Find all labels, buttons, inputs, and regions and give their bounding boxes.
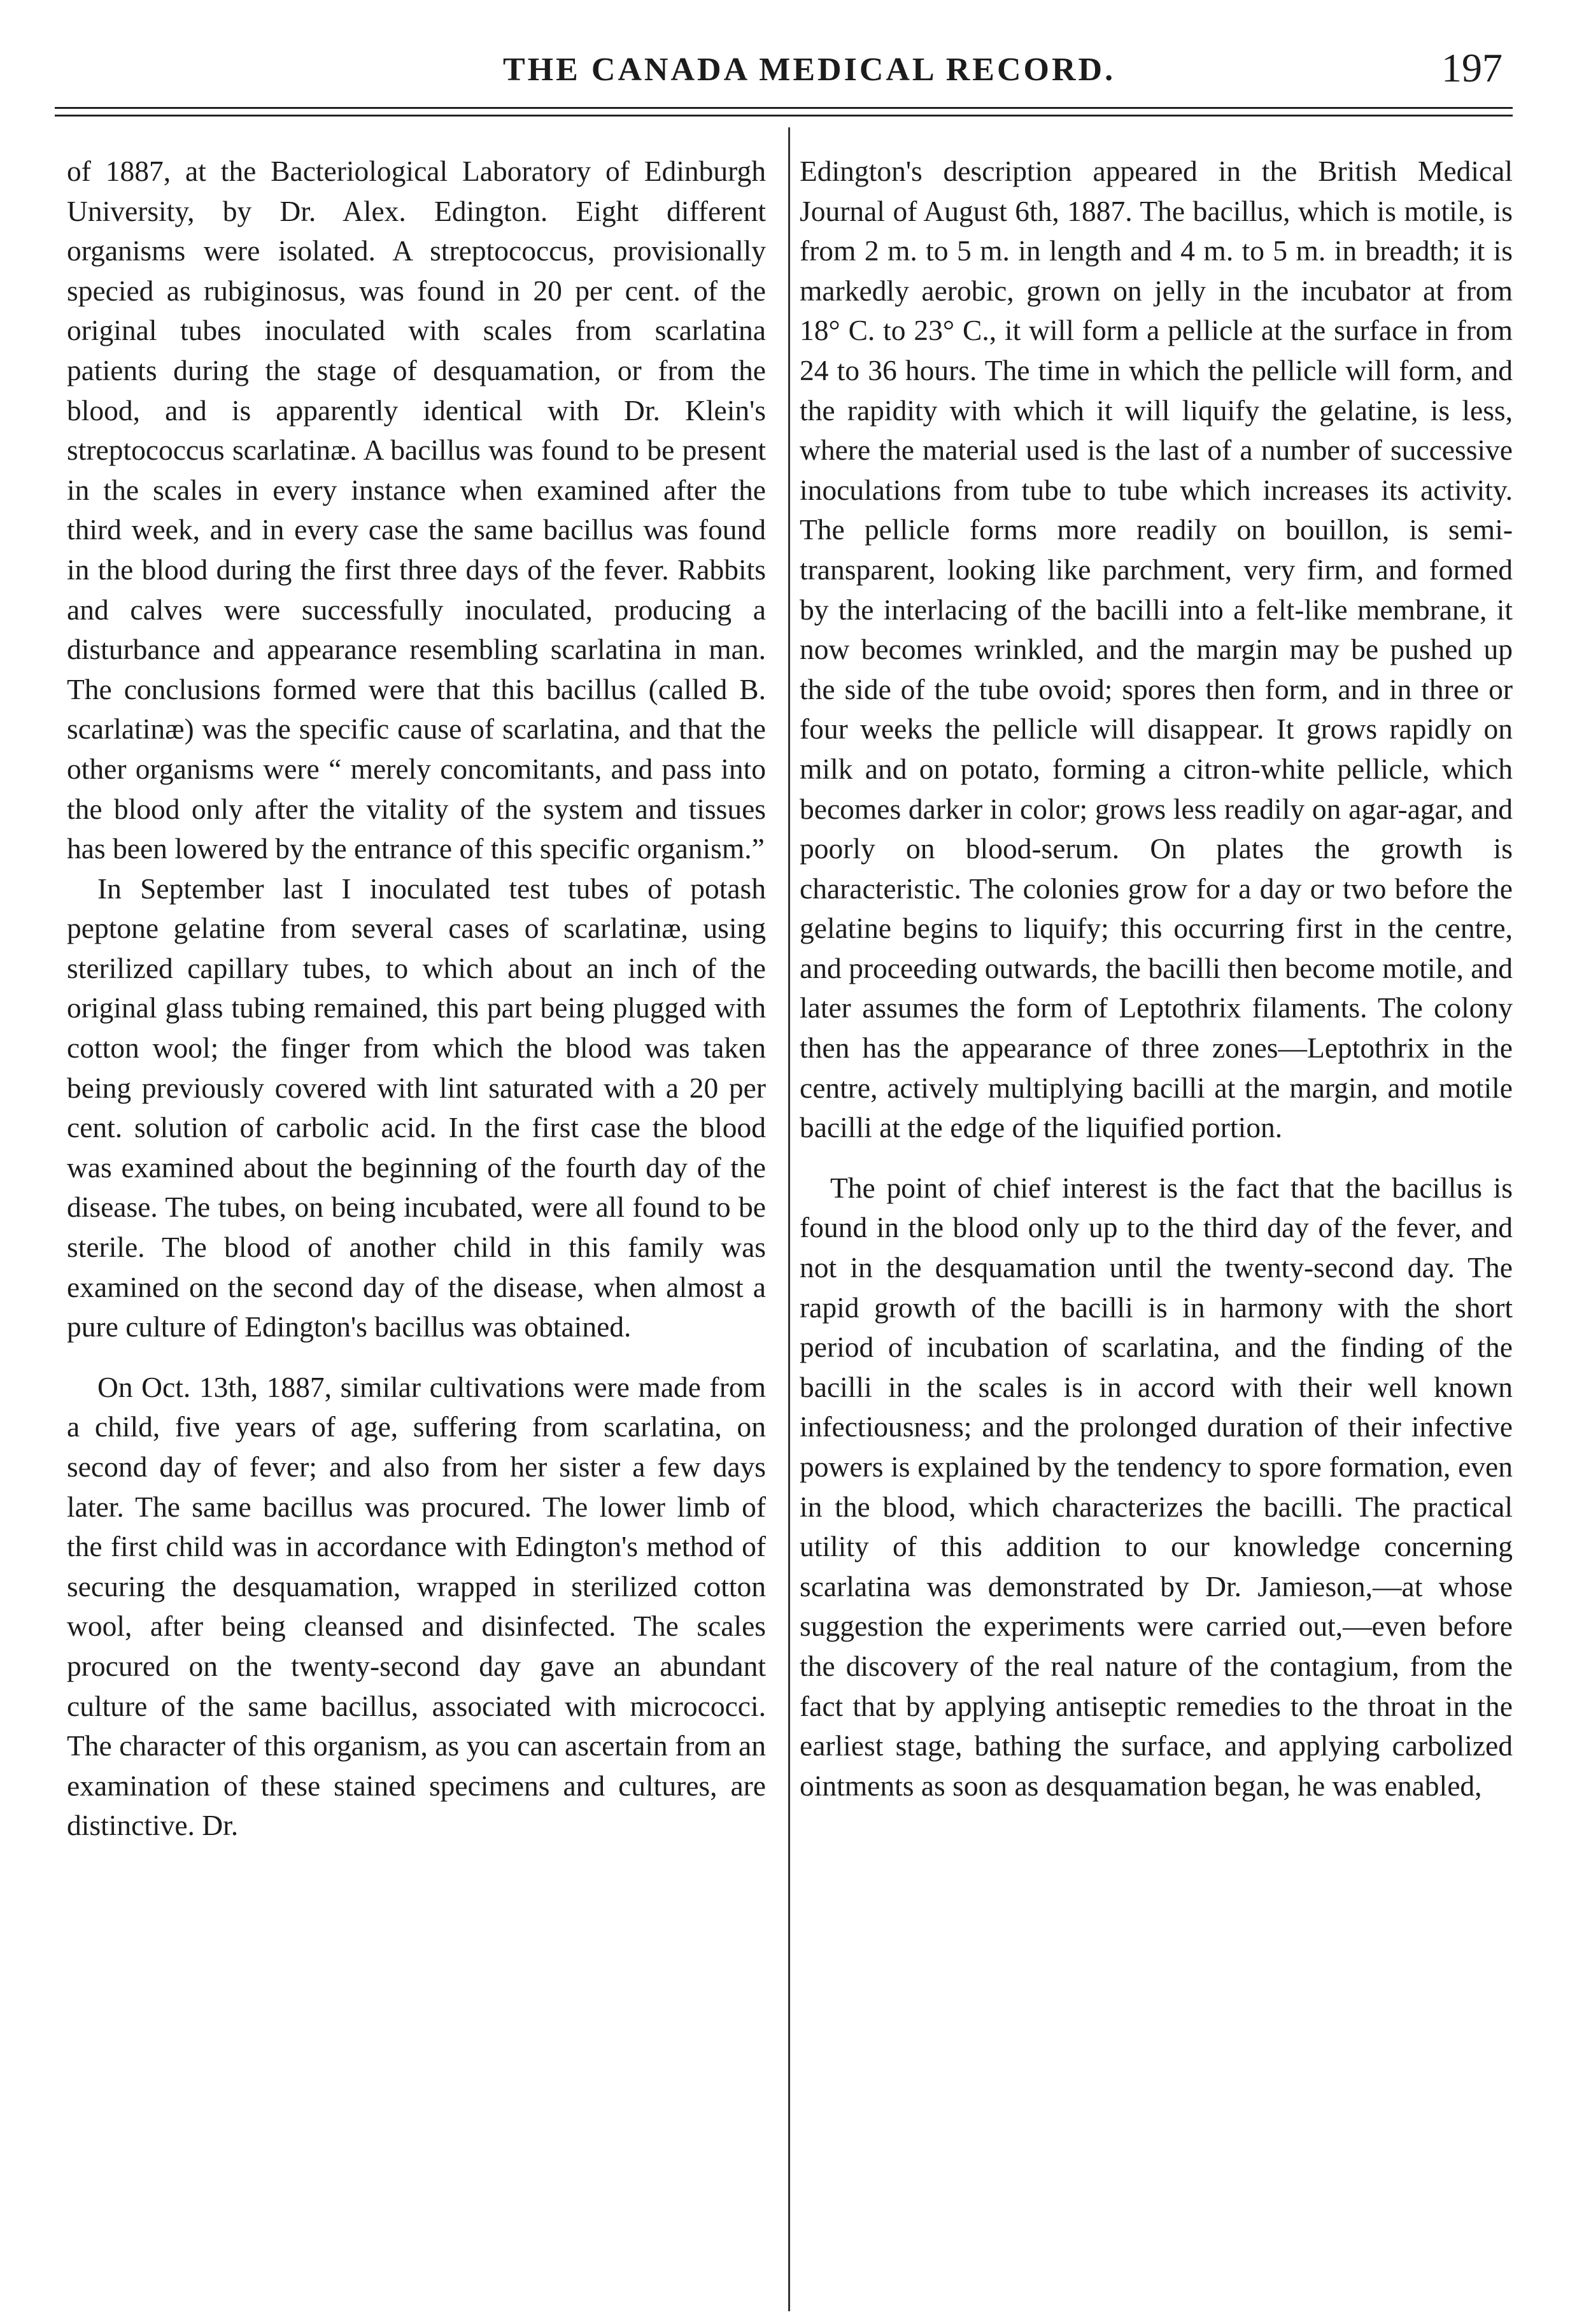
left-paragraph-1: of 1887, at the Bacteriological Laboratory of Edinburgh University, by Dr. Alex. Edington. Eight different organisms were isolated. A streptococcus, provisionally specied as rubiginosus, was found in 20 per cent. of the original tubes inoculated with scales from scarlatina patients during the stage of desquamation, or from the blood, and is apparently identical with Dr. Klein's streptococcus scarlatinæ. A bacillus was found to be present in the scales in every instance when examined after the third week, and in every case the same bacillus was found in the blood during the first three days of the fever. Rabbits and calves were successfully inoculated, producing a disturbance and appearance resembling scarlatina in man. The conclusions formed were that this bacillus (called B. scarlatinæ) was the specific cause of scarlatina, and that the other organisms were “ merely concomitants, and pass into the blood only after the vitality of the system and tissues has been lowered by the entrance of this specific organism.” [67, 155, 766, 865]
header-rule-bottom [55, 115, 1513, 117]
left-paragraph-2: In September last I inoculated test tubes of potash peptone gelatine from several cases of scarlatinæ, using sterilized capillary tubes, to which about an inch of the original glass tubing remained, this part being plugged with cotton wool; the finger from which the blood was taken being previously covered with lint saturated with a 20 per cent. solution of carbolic acid. In the first case the blood was examined about the beginning of the fourth day of the disease. The tubes, on being incubated, were all found to be sterile. The blood of another child in this family was examined on the second day of the disease, when almost a pure culture of Edington's bacillus was obtained. [67, 872, 766, 1343]
right-column [800, 152, 1513, 1806]
right-paragraph-2: The point of chief interest is the fact that the bacillus is found in the blood only up to the third day of the fever, and not in the desquamation until the twenty-second day. The rapid growth of the bacilli is in harmony with the short period of incubation of scarlatina, and the finding of the bacilli in the scales is in accord with their well known infectiousness; and the prolonged duration of their infective powers is explained by the tendency to spore formation, even in the blood, which characterizes the bacilli. The practical utility of this addition to our knowledge concerning scarlatina was demonstrated by Dr. Jamieson,—at whose suggestion the experiments were carried out,—even before the discovery of the real nature of the contagium, from the fact that by applying antiseptic remedies to the throat in the earliest stage, bathing the surface, and applying carbolized ointments as soon as desquamation began, he was enabled, [800, 1171, 1513, 1802]
page-number: 197 [1441, 45, 1503, 90]
left-paragraph-3: On Oct. 13th, 1887, similar cultivations were made from a child, five years of age, suffering from scarlatina, on second day of fever; and also from her sister a few days later. The same bacillus was procured. The lower limb of the first child was in accordance with Edington's method of securing the desquamation, wrapped in sterilized cotton wool, after being cleansed and disinfected. The scales procured on the twenty-second day gave an abundant culture of the same bacillus, associated with micrococci. The character of this organism, as you can ascertain from an examination of these stained specimens and cultures, are distinctive. Dr. [67, 1370, 766, 1842]
header-rule-top [55, 107, 1513, 109]
page-header [0, 45, 1584, 102]
right-paragraph-1: Edington's description appeared in the British Medical Journal of August 6th, 1887. The bacillus, which is motile, is from 2 m. to 5 m. in length and 4 m. to 5 m. in breadth; it is markedly aerobic, grown on jelly in the incubator at from 18° C. to 23° C., it will form a pellicle at the surface in from 24 to 36 hours. The time in which the pellicle will form, and the rapidity with which it will liquify the gelatine, is less, where the material used is the last of a number of successive inoculations from tube to tube which increases its activity. The pellicle forms more readily on bouillon, is semi-transparent, looking like parchment, very firm, and formed by the interlacing of the bacilli into a felt-like membrane, it now becomes wrinkled, and the margin may be pushed up the side of the tube ovoid; spores then form, and in three or four weeks the pellicle will disappear. It grows rapidly on milk and on potato, forming a citron-white pellicle, which becomes darker in color; grows less readily on agar-agar, and poorly on blood-serum. On plates the growth is characteristic. The colonies grow for a day or two before the gelatine begins to liquify; this occurring first in the centre, and proceeding outwards, the bacilli then become motile, and later assumes the form of Leptothrix filaments. The colony then has the appearance of three zones—Leptothrix in the centre, actively multiplying bacilli at the margin, and motile bacilli at the edge of the liquified portion. [800, 155, 1513, 1144]
left-column [67, 152, 766, 1846]
column-divider [788, 127, 790, 2311]
running-title: THE CANADA MEDICAL RECORD. [503, 52, 1116, 88]
